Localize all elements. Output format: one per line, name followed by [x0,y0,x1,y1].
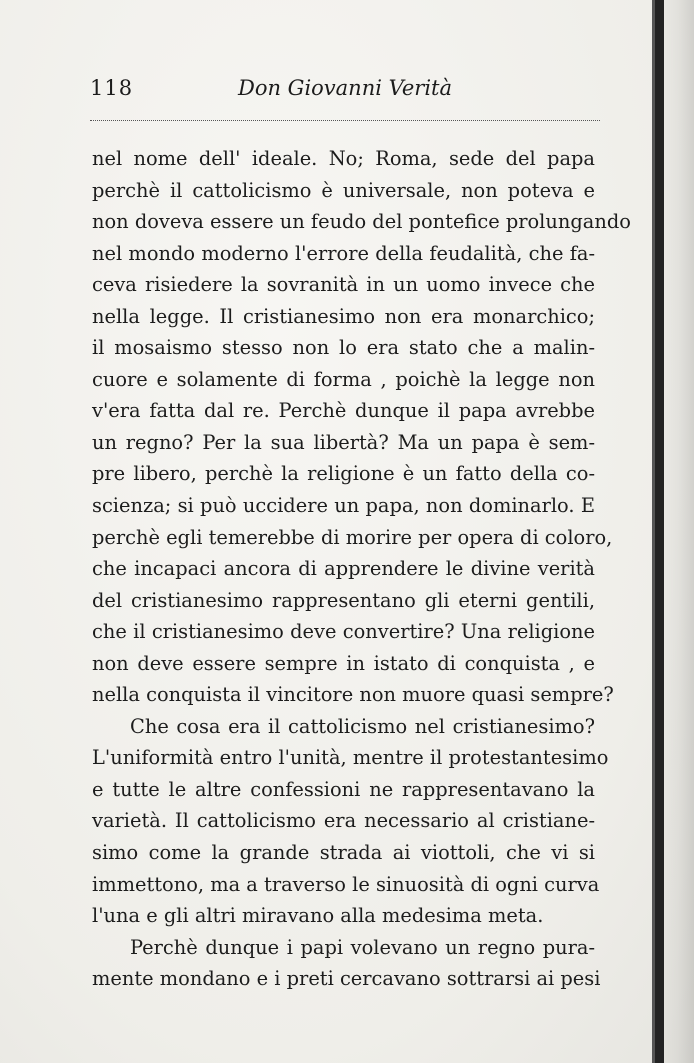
text-line: l'una e gli altri miravano alla medesima meta. [92,904,544,928]
text-line: nel nome dell' ideale. No; Roma, sede del papa [92,147,595,170]
text-line: scienza; si può uccidere un papa, non dominarlo. E [92,494,595,518]
text-line: non deve essere sempre in istato di conquista , e [92,651,595,675]
text-line: perchè il cattolicismo è universale, non poteva e [92,178,595,202]
text-line: e tutte le altre confessioni ne rappresentavano la [92,777,595,801]
text-line: nella conquista il vincitore non muore quasi sempre? [92,683,614,707]
binding-edge [655,0,664,1063]
text-line: immettono, ma a traverso le sinuosità di ogni curva [92,872,600,896]
text-line: v'era fatta dal re. Perchè dunque il papa avrebbe [92,399,595,423]
text-line: simo come la grande strada ai viottoli, che vi si [92,841,595,865]
text-line: L'uniformità entro l'unità, mentre il protestantesimo [92,746,609,770]
text-line: del cristianesimo rappresentano gli eterni gentili, [92,588,595,612]
text-line: varietà. Il cattolicismo era necessario al cristiane- [92,809,595,833]
body-text [92,143,631,995]
text-line: il mosaismo stesso non lo era stato che a malin- [92,336,595,360]
page-number: 118 [90,76,134,100]
paragraph-first-line: Perchè dunque i papi volevano un regno pura- [130,935,595,959]
text-line: un regno? Per la sua libertà? Ma un papa è sem- [92,430,595,454]
text-line: che incapaci ancora di apprendere le divine verità [92,557,595,581]
text-line: cuore e solamente di forma , poichè la legge non [92,367,595,391]
text-line: nel mondo moderno l'errore della feudalità, che fa- [92,241,595,265]
text-line: ceva risiedere la sovranità in un uomo invece che [92,273,595,297]
page-header [90,76,600,106]
text-line: nella legge. Il cristianesimo non era monarchico; [92,304,595,328]
header-rule [90,120,600,121]
text-line: pre libero, perchè la religione è un fatto della co- [92,462,595,486]
text-line: che il cristianesimo deve convertire? Una religione [92,620,595,644]
running-title: Don Giovanni Verità [237,76,453,100]
text-line: non doveva essere un feudo del pontefice prolungando [92,210,631,234]
text-line: perchè egli temerebbe di morire per opera di coloro, [92,525,613,549]
text-line: mente mondano e i preti cercavano sottrarsi ai pesi [92,967,601,991]
paragraph-first-line: Che cosa era il cattolicismo nel cristianesimo? [130,714,595,738]
